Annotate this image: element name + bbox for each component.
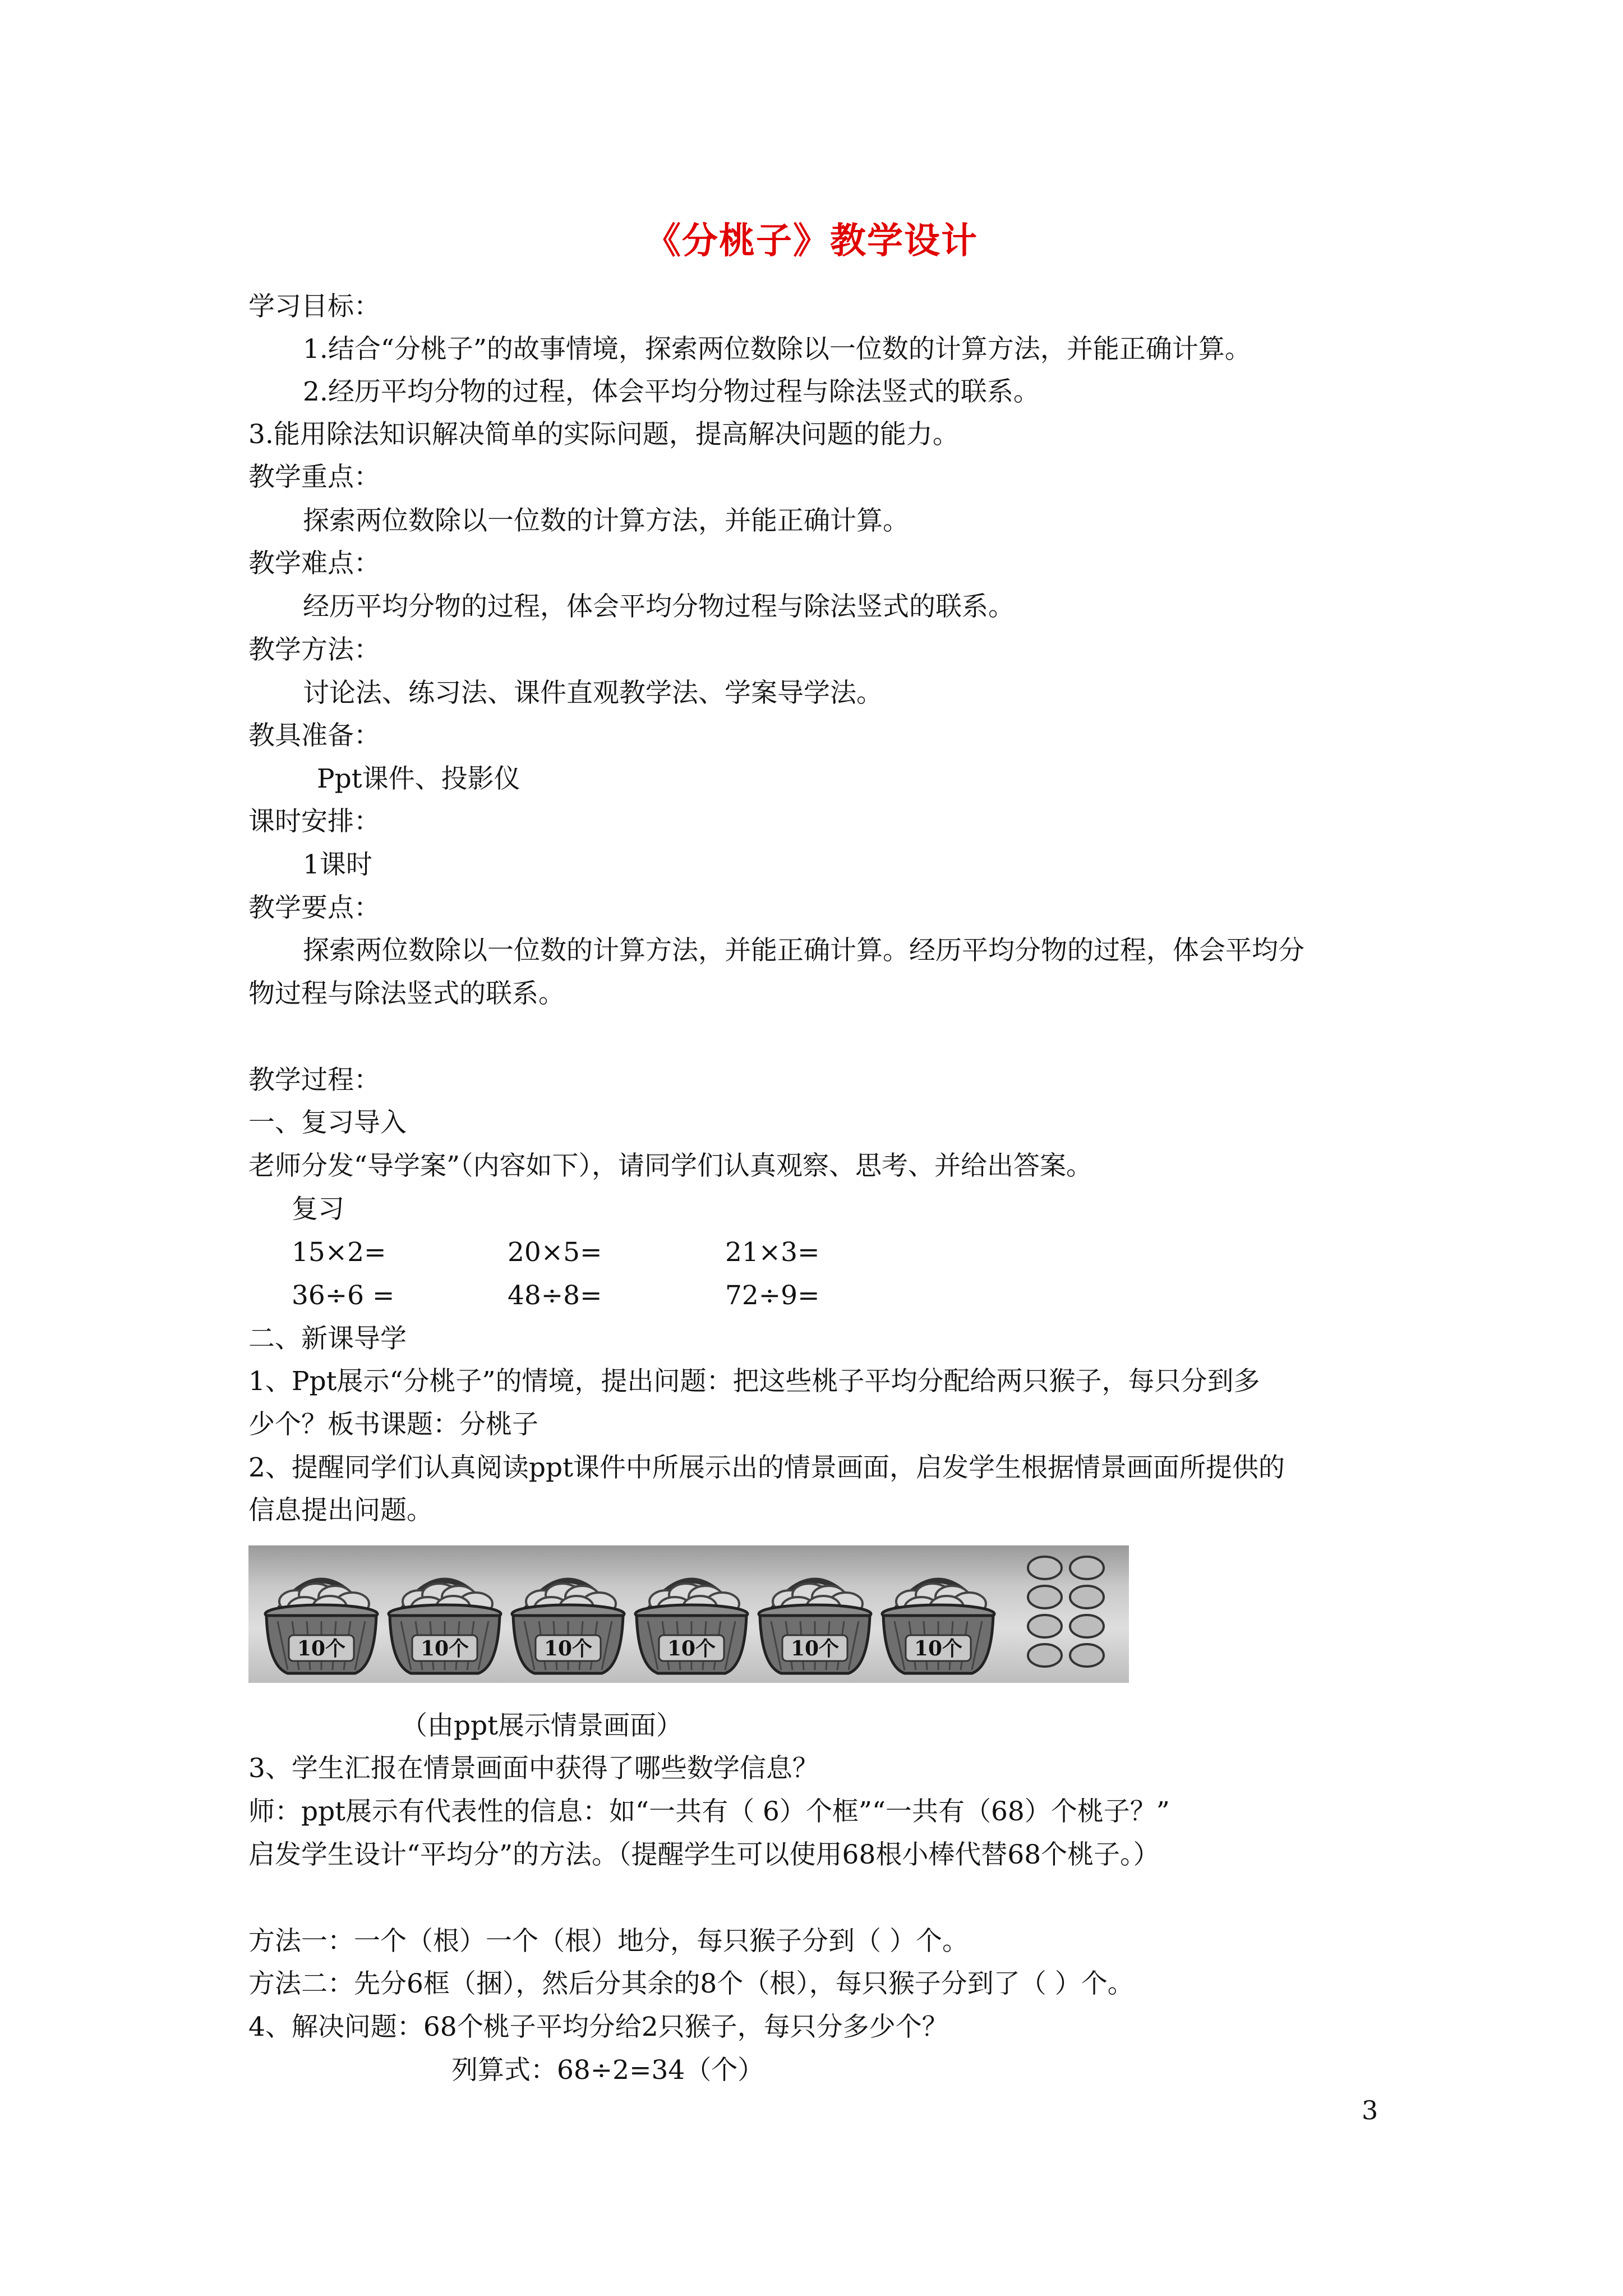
exercise-item: 20×5= — [508, 1237, 602, 1268]
process-heading: 教学过程： — [248, 1065, 380, 1096]
key-text: 探索两位数除以一位数的计算方法，并能正确计算。 — [303, 505, 909, 536]
loose-peach-icon — [1028, 1586, 1062, 1608]
tools-heading: 教具准备： — [248, 720, 380, 751]
points-line-2: 物过程与除法竖式的联系。 — [248, 978, 565, 1009]
section-1-heading: 一、复习导入 — [248, 1107, 407, 1138]
loose-peach-icon — [1028, 1615, 1062, 1637]
step-4-line-2: 列算式：68÷2=34（个） — [451, 2055, 764, 2086]
basket-icon — [882, 1581, 994, 1674]
difficult-text: 经历平均分物的过程，体会平均分物过程与除法竖式的联系。 — [303, 591, 1015, 622]
time-heading: 课时安排： — [248, 806, 380, 837]
basket-icon — [635, 1581, 748, 1674]
peach-basket-illustration — [248, 1545, 1129, 1683]
basket-icon — [265, 1581, 377, 1674]
exercise-item: 72÷9= — [725, 1280, 820, 1311]
difficult-heading: 教学难点： — [248, 548, 380, 579]
exercise-item: 36÷6 = — [292, 1280, 395, 1311]
basket-label: 10个 — [790, 1637, 840, 1660]
basket-icon — [759, 1581, 871, 1674]
loose-peach-icon — [1028, 1557, 1062, 1579]
step-1-line-2: 少个？板书课题：分桃子 — [248, 1409, 538, 1440]
method-heading: 教学方法： — [248, 634, 380, 665]
step-2-line-2: 信息提出问题。 — [248, 1495, 433, 1526]
exercise-item: 48÷8= — [508, 1280, 602, 1311]
loose-peach-icon — [1070, 1644, 1104, 1667]
figure-caption: （由ppt展示情景画面） — [401, 1710, 683, 1741]
goal-3: 3.能用除法知识解决简单的实际问题，提高解决问题的能力。 — [248, 419, 959, 450]
section-1-text: 老师分发“导学案”（内容如下），请同学们认真观察、思考、并给出答案。 — [248, 1151, 1093, 1181]
tools-text: Ppt课件、投影仪 — [317, 763, 520, 794]
basket-label: 10个 — [667, 1637, 716, 1660]
step-1-line-1: 1、Ppt展示“分桃子”的情境，提出问题：把这些桃子平均分配给两只猴子，每只分到多 — [248, 1366, 1260, 1397]
basket-icon — [512, 1581, 624, 1674]
method-one: 方法一：一个（根）一个（根）地分，每只猴子分到（ ）个。 — [248, 1926, 969, 1957]
loose-peach-icon — [1070, 1557, 1104, 1579]
points-heading: 教学要点： — [248, 892, 380, 923]
goal-1: 1.结合“分桃子”的故事情境，探索两位数除以一位数的计算方法，并能正确计算。 — [303, 334, 1251, 365]
document-title: 《分桃子》教学设计 — [645, 220, 978, 262]
basket-icon — [389, 1581, 501, 1674]
basket-label: 10个 — [420, 1637, 469, 1660]
basket-drawing — [248, 1545, 1129, 1683]
step-2-line-1: 2、提醒同学们认真阅读ppt课件中所展示出的情景画面，启发学生根据情景画面所提供的 — [248, 1452, 1285, 1483]
goals-heading: 学习目标： — [248, 291, 380, 322]
step-3-line-1: 3、学生汇报在情景画面中获得了哪些数学信息？ — [248, 1753, 819, 1784]
loose-peach-icon — [1070, 1615, 1104, 1637]
method-text: 讨论法、练习法、课件直观教学法、学案导学法。 — [303, 678, 883, 708]
page-number: 3 — [1362, 2095, 1378, 2125]
exercise-item: 15×2= — [292, 1237, 386, 1268]
basket-label: 10个 — [914, 1637, 963, 1660]
step-3-line-3: 启发学生设计“平均分”的方法。（提醒学生可以使用68根小棒代替68个桃子。） — [248, 1839, 1160, 1870]
loose-peach-icon — [1028, 1644, 1062, 1667]
step-4-line-1: 4、解决问题：68个桃子平均分给2只猴子，每只分多少个？ — [248, 2012, 948, 2042]
goal-2: 2.经历平均分物的过程，体会平均分物过程与除法竖式的联系。 — [303, 376, 1040, 407]
review-label: 复习 — [292, 1194, 344, 1225]
method-two: 方法二：先分6框（捆），然后分其余的8个（根），每只猴子分到了（ ）个。 — [248, 1968, 1134, 1999]
points-line-1: 探索两位数除以一位数的计算方法，并能正确计算。经历平均分物的过程，体会平均分 — [303, 935, 1304, 966]
step-3-line-2: 师：ppt展示有代表性的信息：如“一共有（ 6）个框”“一共有（68）个桃子？” — [248, 1796, 1170, 1827]
exercise-item: 21×3= — [725, 1237, 820, 1268]
basket-label: 10个 — [297, 1637, 346, 1660]
section-2-heading: 二、新课导学 — [248, 1323, 407, 1354]
time-text: 1课时 — [303, 849, 372, 880]
key-heading: 教学重点： — [248, 462, 380, 493]
loose-peach-icon — [1070, 1586, 1104, 1608]
basket-label: 10个 — [543, 1637, 593, 1660]
